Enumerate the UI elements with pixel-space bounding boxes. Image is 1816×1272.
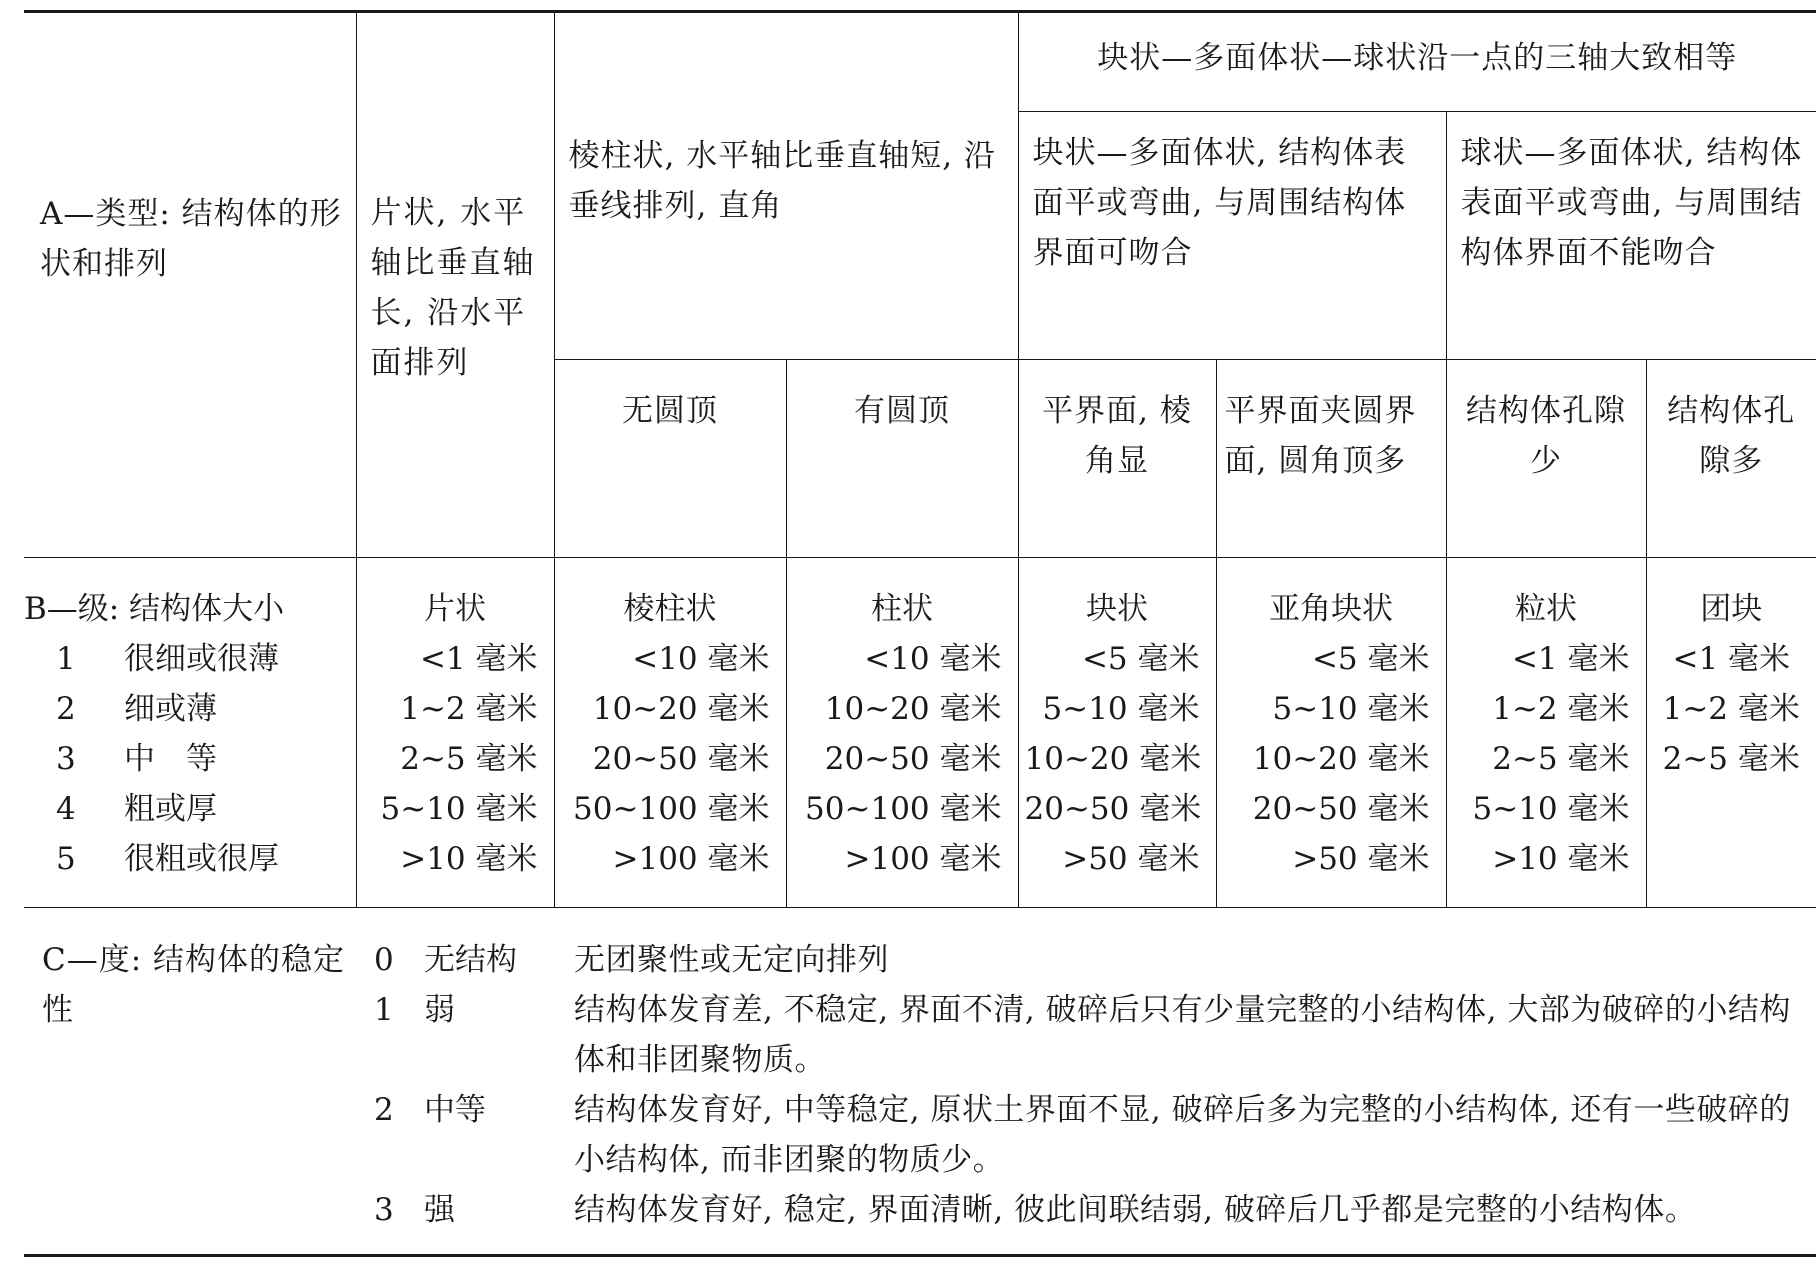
size-value: 20~50 毫米 [1252,790,1430,827]
size-value: >100 毫米 [612,840,770,877]
size-value: <10 毫米 [864,640,1002,677]
size-col-subangular [1216,557,1446,907]
size-value: 2~5 毫米 [1662,740,1800,777]
size-col-blocky [1018,557,1216,907]
size-col-title: 粒状 [1515,590,1577,627]
grade-c-num: 1 [374,992,394,1028]
size-col-title: 柱状 [871,590,933,627]
grade-c-desc: 结构体发育差, 不稳定, 界面不清, 破碎后只有少量完整的小结构体, 大部为破碎的小结构体和非团聚物质。 [574,992,1791,1078]
grade-row: 3 中 等 [56,740,217,777]
size-col-title: 片状 [424,590,486,627]
h3-many-pores-cell [1646,359,1816,557]
size-value: 1~2 毫米 [1492,690,1630,727]
grade-row: 1 很细或很薄 [56,640,279,677]
h3-dome: 有圆顶 [854,392,950,429]
grade-c-name: 中等 [424,1092,486,1128]
grade-c-num: 3 [374,1192,394,1228]
grade-cell [24,557,356,907]
grade-c-name: 无结构 [424,942,517,978]
size-col-crumb [1646,557,1816,907]
h3-subangular: 平界面夹圆界面, 圆角顶多 [1224,392,1417,479]
spheroidal-subheader: 球状—多面体状, 结构体表面平或弯曲, 与周围结构体界面不能吻合 [1460,134,1803,271]
h3-dome-cell [786,359,1018,557]
size-col-granular [1446,557,1646,907]
h3-angular-cell [1018,359,1216,557]
size-value: >10 毫米 [400,840,538,877]
size-value: 5~10 毫米 [1472,790,1630,827]
size-value: >50 毫米 [1292,840,1430,877]
grade-c-name: 弱 [424,992,455,1028]
size-value: <1 毫米 [1672,640,1791,677]
blocky-header-cell [1018,13,1816,111]
size-value: 20~50 毫米 [592,740,770,777]
size-value: <1 毫米 [1511,640,1630,677]
size-value: >10 毫米 [1492,840,1630,877]
size-value: <5 毫米 [1311,640,1430,677]
size-col-platy [356,557,554,907]
prismatic-header-cell [554,13,1018,359]
size-value: 1~2 毫米 [1662,690,1800,727]
size-value: 10~20 毫米 [824,690,1002,727]
size-col-columnar [786,557,1018,907]
grade-c-desc: 无团聚性或无定向排列 [574,942,889,978]
size-value: >100 毫米 [844,840,1002,877]
size-value: <10 毫米 [632,640,770,677]
size-value: 2~5 毫米 [1492,740,1630,777]
size-col-title: 亚角块状 [1269,590,1393,627]
soil-structure-table [24,13,1816,908]
size-value: 5~10 毫米 [1272,690,1430,727]
grade-row: 2 细或薄 [56,690,217,727]
size-value: 2~5 毫米 [400,740,538,777]
size-value: 5~10 毫米 [1042,690,1200,727]
size-col-prismatic [554,557,786,907]
grade-c-desc: 结构体发育好, 中等稳定, 原状土界面不显, 破碎后多为完整的小结构体, 还有一些破碎的小结构体, 而非团聚的物质少。 [574,1092,1791,1178]
size-value: <5 毫米 [1081,640,1200,677]
size-value: 10~20 毫米 [592,690,770,727]
type-label: A—类型: 结构体的形状和排列 [40,196,342,282]
prismatic-header: 棱柱状, 水平轴比垂直轴短, 沿垂线排列, 直角 [568,138,996,224]
grade-row: 5 很粗或很厚 [56,840,279,877]
grade-title: B—级: 结构体大小 [24,590,285,627]
size-col-title: 团块 [1700,590,1763,627]
h3-few-pores-cell [1446,359,1646,557]
spheroidal-sub-cell [1446,111,1816,359]
size-col-title: 块状 [1086,590,1148,627]
h3-few-pores: 结构体孔隙少 [1466,392,1626,479]
size-value: 20~50 毫米 [1024,790,1202,827]
flat-header: 片状, 水平轴比垂直轴长, 沿水平面排列 [370,195,536,381]
size-value: 10~20 毫米 [1252,740,1430,777]
blocky-header: 块状—多面体状—球状沿一点的三轴大致相等 [1097,40,1738,76]
type-label-cell [24,13,356,557]
flat-header-cell [356,13,554,557]
size-value: 10~20 毫米 [1024,740,1202,777]
size-value: 1~2 毫米 [400,690,538,727]
h3-many-pores: 结构体孔隙多 [1667,392,1796,479]
size-col-title: 棱柱状 [623,590,717,627]
size-value: 50~100 毫米 [573,790,770,827]
grade-c-num: 2 [374,1092,394,1128]
grade-c-desc: 结构体发育好, 稳定, 界面清晰, 彼此间联结弱, 破碎后几乎都是完整的小结构体。 [574,1192,1697,1228]
blocky-sub-cell [1018,111,1446,359]
grade-row: 4 粗或厚 [56,790,217,827]
h3-subangular-cell [1216,359,1446,557]
size-value: >50 毫米 [1062,840,1200,877]
grade-c-name: 强 [424,1192,455,1228]
size-value: 20~50 毫米 [824,740,1002,777]
size-value: <1 毫米 [419,640,538,677]
h3-no-dome-cell [554,359,786,557]
size-value: 5~10 毫米 [380,790,538,827]
size-value: 50~100 毫米 [805,790,1002,827]
grade-c-label: C—度: 结构体的稳定性 [42,942,346,1028]
blocky-subheader: 块状—多面体状, 结构体表面平或弯曲, 与周围结构体界面可吻合 [1032,134,1407,271]
h3-angular: 平界面, 棱角显 [1042,392,1192,479]
h3-no-dome: 无圆顶 [622,392,718,429]
grade-c-num: 0 [374,942,394,978]
bottom-rule [24,1254,1816,1257]
